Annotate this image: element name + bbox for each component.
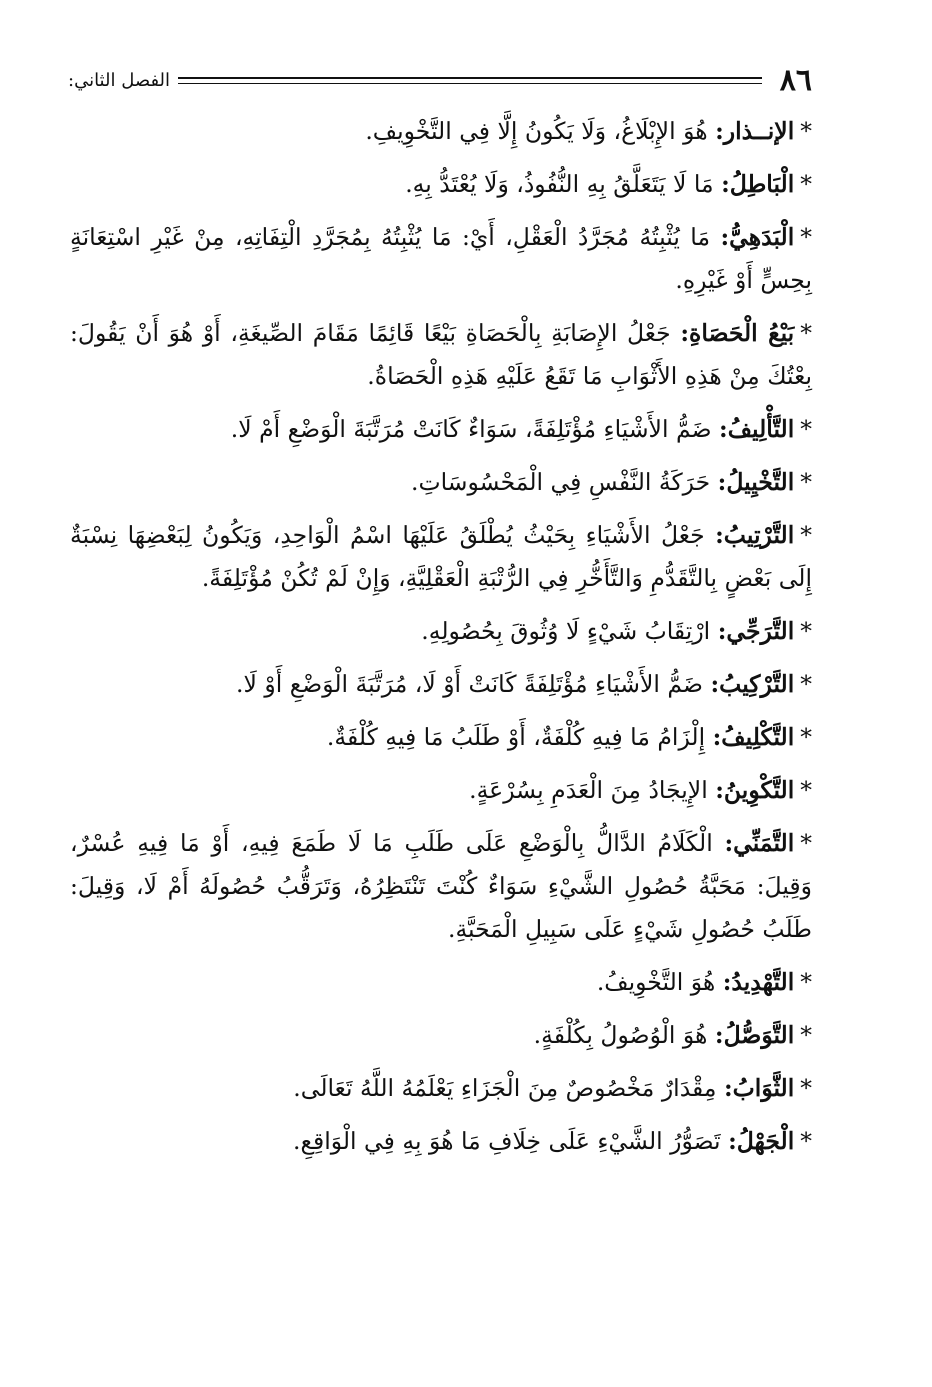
definition-text: إِلْزَامُ مَا فِيهِ كُلْفَةٌ، أَوْ طَلَبُ مَا فِيهِ كُلْفَةٌ. [326, 723, 706, 751]
term: الْبَاطِلُ: [721, 170, 795, 198]
definition-entry [70, 110, 812, 153]
definition-text: تَصَوُّرُ الشَّيْءِ عَلَى خِلَافِ مَا هُوَ بِهِ فِي الْوَاقِعِ. [293, 1127, 721, 1155]
header-rule [178, 77, 762, 84]
bullet-star: * [800, 829, 812, 857]
term: التَّكْوِينُ: [715, 776, 795, 804]
bullet-star: * [800, 617, 812, 645]
page-number: ٨٦ [779, 62, 812, 98]
term: التَّكْلِيفُ: [712, 723, 795, 751]
term: الْبَدَهِيُّ: [720, 223, 795, 251]
definition-entry [70, 461, 812, 504]
definition-entry [70, 663, 812, 706]
term: التَّمَنِّي: [724, 829, 795, 857]
definition-text: جَعْلُ الإِصَابَةِ بِالْحَصَاةِ بَيْعًا قَائِمًا مَقَامَ الصِّيغَةِ، أَوْ هُوَ أَنْ يَقُولَ: بِعْتُكَ مِنْ هَذِهِ الأَثْوَابِ مَا تَقَعُ عَلَيْهِ هَذِهِ الْحَصَاةُ. [70, 319, 812, 390]
bullet-star: * [800, 223, 812, 251]
definition-text: جَعْلُ الأَشْيَاءِ بِحَيْثُ يُطْلَقُ عَلَيْهَا اسْمُ الْوَاحِدِ، وَيَكُونُ لِبَعْضِهَا نِسْبَةٌ إِلَى بَعْضٍ بِالتَّقَدُّمِ وَالتَّأَخُّرِ فِي الرُّتْبَةِ الْعَقْلِيَّةِ، وَإِنْ لَمْ تُكُنْ مُؤْتَلِفَةً. [70, 521, 812, 592]
bullet-star: * [800, 776, 812, 804]
definition-text: ضَمُّ الأَشْيَاءِ مُؤْتَلِفَةً كَانَتْ أَوْ لَا، مُرَتَّبَةَ الْوَضْعِ أَوْ لَا. [236, 670, 703, 698]
definition-entry [70, 1067, 812, 1110]
bullet-star: * [800, 170, 812, 198]
definition-text: هُوَ الْوُصُولُ بِكُلْفَةٍ. [533, 1021, 708, 1049]
page-header [68, 58, 812, 102]
definition-text: مَا لَا يَتَعَلَّقُ بِهِ النُّفُوذُ، وَلَا يُعْتَدُّ بِهِ. [405, 170, 714, 198]
definition-text: هُوَ الإِبْلَاغُ، وَلَا يَكُونُ إِلَّا فِي التَّخْوِيفِ. [365, 117, 708, 145]
definition-entry [70, 716, 812, 759]
definition-entry [70, 163, 812, 206]
definition-entry [70, 312, 812, 398]
term: التَّرْتِيبُ: [715, 521, 795, 549]
header-rule-thick [178, 77, 762, 79]
chapter-title: الفصل الثاني: [68, 69, 171, 91]
term: التَّوَصُّلُ: [714, 1021, 795, 1049]
term: بَيْعُ الْحَصَاةِ: [680, 319, 795, 347]
definition-text: ضَمُّ الأَشْيَاءِ مُؤْتَلِفَةً، سَوَاءٌ كَانَتْ مُرَتَّبَةَ الْوَضْعِ أَمْ لَا. [230, 415, 712, 443]
bullet-star: * [800, 670, 812, 698]
term: التَّأْلِيفُ: [719, 415, 795, 443]
definition-entry [70, 769, 812, 812]
term: الْجَهْلُ: [728, 1127, 795, 1155]
term: التَّرَجِّي: [717, 617, 795, 645]
term: التَّهْدِيدُ: [722, 968, 795, 996]
definition-text: ارْتِقَابُ شَيْءٍ لَا وُثُوقَ بِحُصُولِهِ. [421, 617, 711, 645]
definition-entry [70, 514, 812, 600]
definition-text: هُوَ التَّخْوِيفُ. [596, 968, 716, 996]
bullet-star: * [800, 468, 812, 496]
definition-entry [70, 216, 812, 302]
definition-entry [70, 961, 812, 1004]
term: التَّخْيِيلُ: [717, 468, 795, 496]
bullet-star: * [800, 1127, 812, 1155]
definition-text: الْكَلَامُ الدَّالُّ بِالْوَضْعِ عَلَى طَلَبِ مَا لَا طَمَعَ فِيهِ، أَوْ مَا فِيهِ عُسْرٌ، وَقِيلَ: مَحَبَّةُ حُصُولِ الشَّيْءِ سَوَاءٌ كُنْتَ تَنْتَظِرُهُ، وَتَرَقُّبُ حُصُولَهُ أَمْ لَا، وَقِيلَ: طَلَبُ حُصُولِ شَيْءٍ عَلَى سَبِيلِ الْمَحَبَّةِ. [70, 829, 812, 943]
bullet-star: * [800, 415, 812, 443]
definition-text: حَرَكَةُ النَّفْسِ فِي الْمَحْسُوسَاتِ. [411, 468, 711, 496]
header-rule-thin [178, 83, 762, 84]
definition-entry [70, 408, 812, 451]
definition-entry [70, 1120, 812, 1163]
definition-text: مَا يُثْبِتُهُ مُجَرَّدُ الْعَقْلِ، أَيْ: مَا يُثْبِتُهُ بِمُجَرَّدِ الْتِفَاتِهِ، مِنْ غَيْرِ اسْتِعَانَةٍ بِحِسٍّ أَوْ غَيْرِهِ. [70, 223, 812, 294]
definition-entry [70, 610, 812, 653]
definitions-list [70, 110, 812, 1173]
term: الثَّوَابُ: [724, 1074, 795, 1102]
definition-text: الإِيجَادُ مِنَ الْعَدَمِ بِسُرْعَةٍ. [469, 776, 708, 804]
bullet-star: * [800, 521, 812, 549]
bullet-star: * [800, 1074, 812, 1102]
term: الإنــذار: [715, 117, 795, 145]
bullet-star: * [800, 319, 812, 347]
bullet-star: * [800, 1021, 812, 1049]
definition-entry [70, 1014, 812, 1057]
term: التَّرْكِيبُ: [710, 670, 795, 698]
definition-text: مِقْدَارٌ مَخْصُوصٌ مِنَ الْجَزَاءِ يَعْلَمُهُ اللَّهُ تَعَالَى. [293, 1074, 717, 1102]
bullet-star: * [800, 117, 812, 145]
bullet-star: * [800, 723, 812, 751]
definition-entry [70, 822, 812, 951]
bullet-star: * [800, 968, 812, 996]
